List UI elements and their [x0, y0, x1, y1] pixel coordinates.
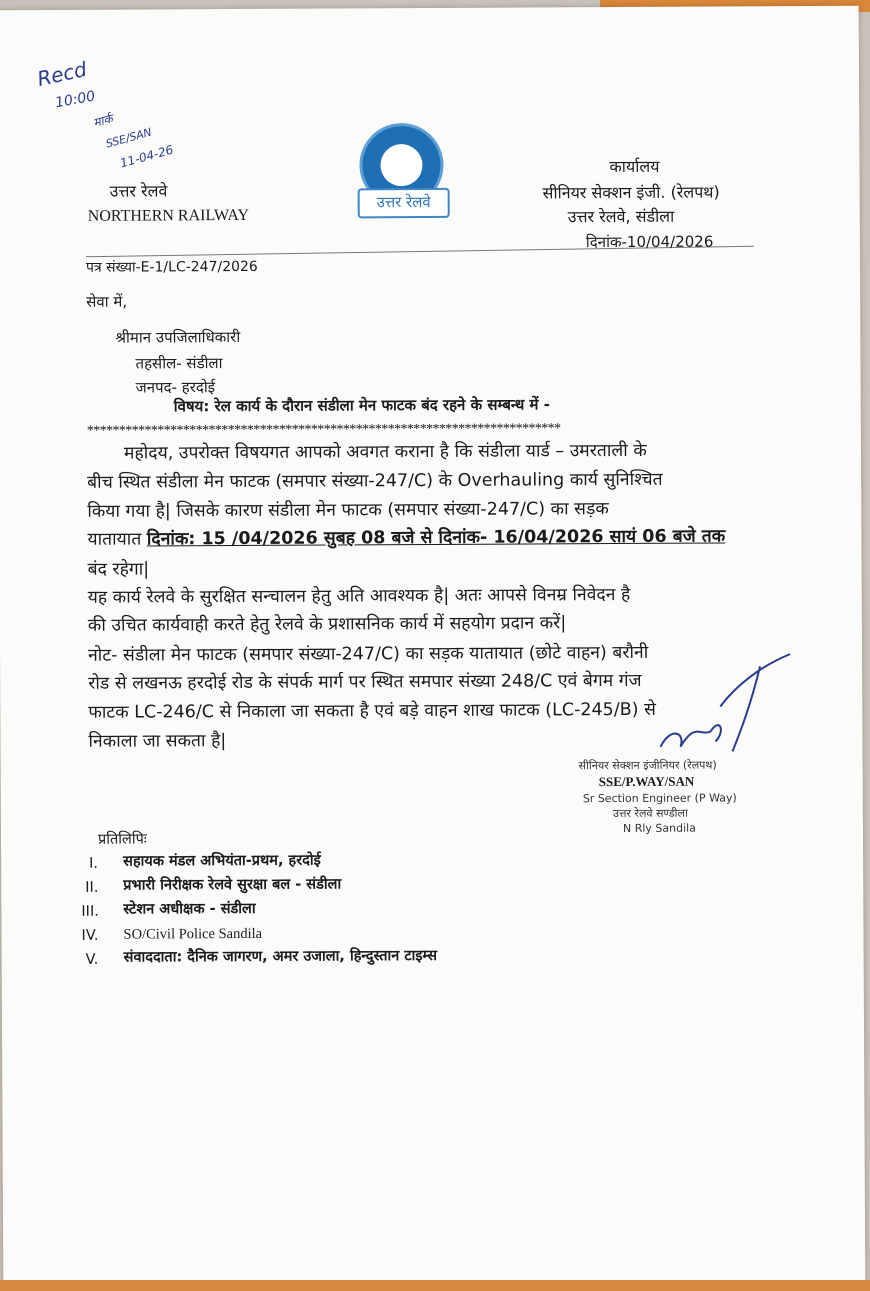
salutation: सेवा में, [86, 292, 128, 311]
copy-heading: प्रतिलिपिः [97, 831, 147, 848]
separator: ************************************************************************** [86, 421, 561, 439]
org-name-hindi: उत्तर रेलवे [109, 181, 168, 201]
copy-item-number: V. [85, 951, 99, 968]
background-edge [0, 1280, 870, 1291]
letter-number: पत्र संख्या-E-1/LC-247/2026 [85, 258, 258, 276]
subject-line: विषय: रेल कार्य के दौरान संडीला मेन फाटक बंद रहने के सम्बन्ध में - [173, 395, 550, 416]
note-line: रोड से लखनऊ हरदोई रोड के संपर्क मार्ग पर स्थित समपार संख्या 248/C एवं बेगम गंज [88, 670, 642, 694]
office-title: सीनियर सेक्शन इंजी. (रेलपथ) [542, 182, 720, 203]
copy-item-number: III. [81, 903, 99, 920]
copy-item: संवाददाता: दैनिक जागरण, अमर उजाला, हिन्दुस्तान टाइम्स [123, 947, 438, 966]
handwritten-note: मार्क [91, 111, 115, 131]
recipient-title: श्रीमान उपजिलाधिकारी [115, 327, 241, 347]
recipient-tehsil: तहसील- संडीला [135, 354, 223, 373]
stamp-english: Sr Section Engineer (P Way) [582, 791, 737, 806]
stamp-english-location: N Rly Sandila [622, 821, 696, 835]
copy-item: स्टेशन अधीक्षक - संडीला [123, 900, 256, 918]
handwritten-received: Recd [35, 56, 89, 91]
body-line: की उचित कार्यवाही करते हेतु रेलवे के प्रशासनिक कार्य में सहयोग प्रदान करें| [87, 613, 567, 636]
copy-item-number: IV. [81, 927, 99, 944]
letter-date: दिनांक-10/04/2026 [585, 232, 714, 252]
logo-ribbon: उत्तर रेलवे [358, 188, 450, 218]
designation: SSE/P.WAY/SAN [598, 773, 695, 790]
body-line [87, 526, 725, 550]
stamp-hindi-location: उत्तर रेलवे सण्डीला [612, 806, 688, 821]
closure-period: दिनांक: 15 /04/2026 सुबह 08 बजे से दिनांक- 16/04/2026 सायं 06 बजे तक [146, 526, 726, 550]
handwritten-initials: SSE/SAN [104, 125, 154, 151]
note-line: नोट- संडीला मेन फाटक (समपार संख्या-247/C) का सड़क यातायात (छोटे वाहन) बरौनी [87, 642, 649, 666]
handwritten-date: 11-04-26 [118, 142, 175, 171]
note-line: निकाला जा सकता है| [88, 731, 227, 752]
copy-item: प्रभारी निरीक्षक रेलवे सुरक्षा बल - संडीला [123, 876, 342, 894]
copy-item: SO/Civil Police Sandila [123, 925, 263, 943]
note-line: फाटक LC-246/C से निकाला जा सकता है एवं बड़े वाहन शाख फाटक (LC-245/B) से [88, 699, 656, 723]
signature [640, 646, 801, 757]
body-line: बंद रहेगा| [87, 559, 150, 580]
copy-item-number: I. [89, 855, 99, 872]
letter-page [0, 6, 865, 1285]
office-label: कार्यालय [609, 156, 660, 177]
copy-item-number: II. [85, 879, 99, 896]
stamp-hindi: सीनियर सेक्शन इंजीनियर (रेलपथ) [578, 758, 717, 773]
body-line: महोदय, उपरोक्त विषयगत आपको अवगत कराना है कि संडीला यार्ड – उमरताली के [123, 440, 647, 464]
office-location: उत्तर रेलवे, संडीला [567, 206, 675, 227]
recipient-district: जनपद- हरदोई [135, 378, 216, 397]
body-line: बीच स्थित संडीला मेन फाटक (समपार संख्या-247/C) के Overhauling कार्य सुनिश्चित [87, 469, 663, 493]
handwritten-time: 10:00 [53, 88, 97, 112]
copy-item: सहायक मंडल अभियंता-प्रथम, हरदोई [123, 852, 321, 870]
body-text: यातायात [87, 529, 147, 550]
body-line: किया गया है| जिसके कारण संडीला मेन फाटक (समपार संख्या-247/C) का सड़क [87, 499, 609, 522]
body-line: यह कार्य रेलवे के सुरक्षित सन्चालन हेतु अति आवश्यक है| अतः आपसे विनम्र निवेदन है [87, 584, 631, 608]
org-name-english: NORTHERN RAILWAY [87, 206, 250, 225]
